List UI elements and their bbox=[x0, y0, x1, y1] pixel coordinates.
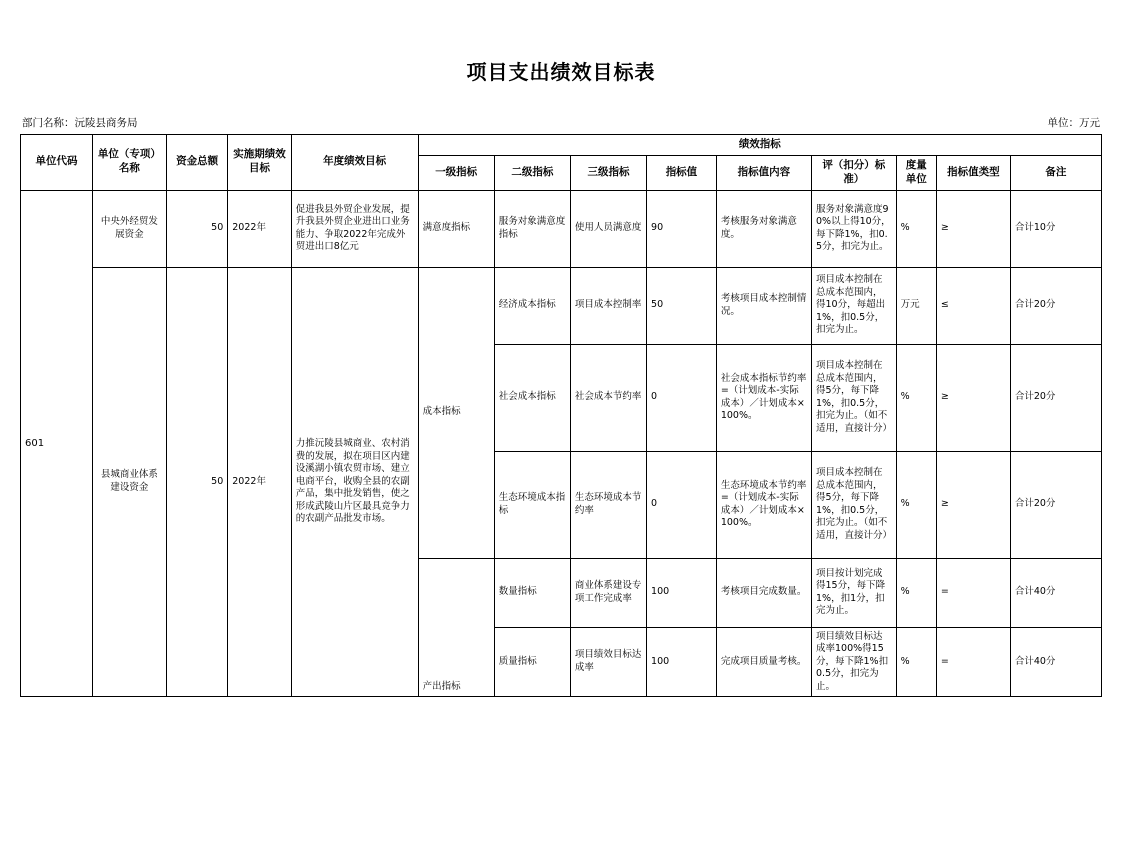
cell-indicator-value: 50 bbox=[647, 267, 717, 344]
cell-level2: 生态环境成本指标 bbox=[494, 451, 570, 558]
cell-project-amount: 50 bbox=[166, 190, 227, 267]
cell-level2: 数量指标 bbox=[494, 558, 570, 627]
header-remark: 备注 bbox=[1010, 155, 1101, 190]
document-page bbox=[0, 56, 1122, 849]
cell-level2: 服务对象满意度指标 bbox=[494, 190, 570, 267]
header-performance-group: 绩效指标 bbox=[418, 135, 1101, 156]
cell-value-type: ≥ bbox=[936, 190, 1010, 267]
cell-level3: 商业体系建设专项工作完成率 bbox=[570, 558, 646, 627]
cell-value-type: ≥ bbox=[936, 344, 1010, 451]
table-row bbox=[21, 190, 1102, 267]
cell-measure-unit: % bbox=[896, 344, 936, 451]
cell-level3: 生态环境成本节约率 bbox=[570, 451, 646, 558]
cell-indicator-content: 考核服务对象满意度。 bbox=[716, 190, 811, 267]
header-indicator-value: 指标值 bbox=[647, 155, 717, 190]
cell-measure-unit: % bbox=[896, 558, 936, 627]
cell-indicator-value: 100 bbox=[647, 627, 717, 697]
cell-indicator-content: 社会成本指标节约率=（计划成本-实际成本）／计划成本×100%。 bbox=[716, 344, 811, 451]
cell-level3: 项目成本控制率 bbox=[570, 267, 646, 344]
cell-remark: 合计20分 bbox=[1010, 267, 1101, 344]
cell-value-type: ≤ bbox=[936, 267, 1010, 344]
cell-indicator-value: 0 bbox=[647, 451, 717, 558]
header-level1: 一级指标 bbox=[418, 155, 494, 190]
cell-project-name: 县城商业体系建设资金 bbox=[92, 267, 166, 697]
cell-level1: 产出指标 bbox=[418, 558, 494, 697]
department-name: 部门名称：沅陵县商务局 bbox=[22, 117, 138, 129]
cell-measure-unit: 万元 bbox=[896, 267, 936, 344]
cell-project-annual-goal: 力推沅陵县城商业、农村消费的发展，拟在项目区内建设溪湖小镇农贸市场、建立电商平台，收购全县的农副产品，集中批发销售，使之形成武陵山片区最具竞争力的农副产品批发市场。 bbox=[291, 267, 418, 697]
cell-indicator-value: 100 bbox=[647, 558, 717, 627]
cell-level2: 经济成本指标 bbox=[494, 267, 570, 344]
header-scoring-standard: 评（扣分）标准） bbox=[812, 155, 897, 190]
cell-measure-unit: % bbox=[896, 190, 936, 267]
header-unit-name: 单位（专项）名称 bbox=[92, 135, 166, 191]
document-meta bbox=[20, 115, 1102, 134]
header-period-goal: 实施期绩效目标 bbox=[228, 135, 291, 191]
cell-remark: 合计40分 bbox=[1010, 627, 1101, 697]
cell-project-amount: 50 bbox=[166, 267, 227, 697]
cell-indicator-content: 考核项目完成数量。 bbox=[716, 558, 811, 627]
cell-remark: 合计20分 bbox=[1010, 451, 1101, 558]
cell-remark: 合计10分 bbox=[1010, 190, 1101, 267]
header-level3: 三级指标 bbox=[570, 155, 646, 190]
cell-indicator-value: 0 bbox=[647, 344, 717, 451]
cell-scoring-standard: 服务对象满意度90%以上得10分，每下降1%，扣0.5分，扣完为止。 bbox=[812, 190, 897, 267]
cell-indicator-content: 生态环境成本节约率=（计划成本-实际成本）／计划成本×100%。 bbox=[716, 451, 811, 558]
header-indicator-content: 指标值内容 bbox=[716, 155, 811, 190]
cell-level2: 质量指标 bbox=[494, 627, 570, 697]
cell-project-period-goal: 2022年 bbox=[228, 190, 291, 267]
performance-target-table bbox=[20, 134, 1102, 697]
table-row bbox=[21, 267, 1102, 344]
cell-project-period-goal: 2022年 bbox=[228, 267, 291, 697]
cell-scoring-standard: 项目绩效目标达成率100%得15分，每下降1%扣0.5分，扣完为止。 bbox=[812, 627, 897, 697]
header-unit-code: 单位代码 bbox=[21, 135, 93, 191]
cell-scoring-standard: 项目成本控制在总成本范围内，得5分，每下降1%，扣0.5分，扣完为止。（如不适用，直接计分） bbox=[812, 344, 897, 451]
cell-level3: 项目绩效目标达成率 bbox=[570, 627, 646, 697]
page-title: 项目支出绩效目标表 bbox=[466, 60, 656, 84]
header-measure-unit: 度量单位 bbox=[896, 155, 936, 190]
cell-value-type: ≥ bbox=[936, 451, 1010, 558]
cell-indicator-content: 考核项目成本控制情况。 bbox=[716, 267, 811, 344]
table-header-row-1 bbox=[21, 135, 1102, 156]
cell-remark: 合计40分 bbox=[1010, 558, 1101, 627]
amount-unit-label: 单位：万元 bbox=[1047, 117, 1100, 129]
cell-project-annual-goal: 促进我县外贸企业发展，提升我县外贸企业进出口业务能力、争取2022年完成外贸进出口8亿元 bbox=[291, 190, 418, 267]
cell-value-type: = bbox=[936, 627, 1010, 697]
cell-level2: 社会成本指标 bbox=[494, 344, 570, 451]
cell-project-name: 中央外经贸发展资金 bbox=[92, 190, 166, 267]
header-amount: 资金总额 bbox=[166, 135, 227, 191]
cell-level3: 社会成本节约率 bbox=[570, 344, 646, 451]
cell-level1: 满意度指标 bbox=[418, 190, 494, 267]
header-value-type: 指标值类型 bbox=[936, 155, 1010, 190]
cell-value-type: = bbox=[936, 558, 1010, 627]
cell-unit-code: 601 bbox=[21, 190, 93, 697]
cell-level1: 成本指标 bbox=[418, 267, 494, 558]
header-annual-goal: 年度绩效目标 bbox=[291, 135, 418, 191]
cell-measure-unit: % bbox=[896, 451, 936, 558]
cell-remark: 合计20分 bbox=[1010, 344, 1101, 451]
cell-indicator-content: 完成项目质量考核。 bbox=[716, 627, 811, 697]
cell-level3: 使用人员满意度 bbox=[570, 190, 646, 267]
cell-indicator-value: 90 bbox=[647, 190, 717, 267]
cell-scoring-standard: 项目按计划完成得15分，每下降1%，扣1分，扣完为止。 bbox=[812, 558, 897, 627]
cell-measure-unit: % bbox=[896, 627, 936, 697]
cell-scoring-standard: 项目成本控制在总成本范围内，得5分，每下降1%，扣0.5分，扣完为止。（如不适用，直接计分） bbox=[812, 451, 897, 558]
header-level2: 二级指标 bbox=[494, 155, 570, 190]
cell-scoring-standard: 项目成本控制在总成本范围内，得10分，每超出1%，扣0.5分，扣完为止。 bbox=[812, 267, 897, 344]
